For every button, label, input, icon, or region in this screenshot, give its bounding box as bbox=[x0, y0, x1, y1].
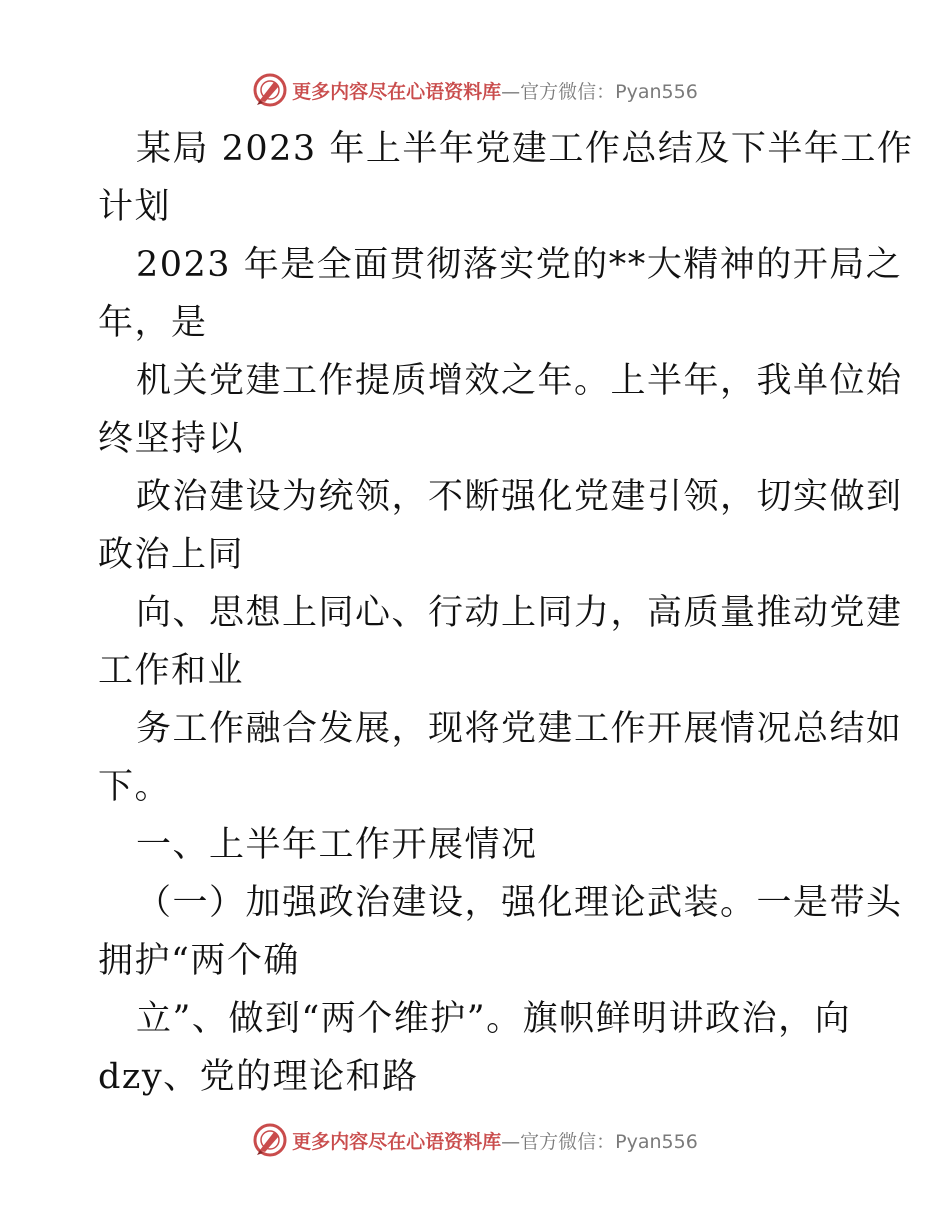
watermark-contact: 官方微信：Pyan556 bbox=[520, 1130, 698, 1153]
doc-line: 2023 年是全面贯彻落实党的**大精神的开局之 bbox=[136, 245, 903, 285]
watermark-dash: — bbox=[501, 1130, 521, 1153]
doc-line: 下。 bbox=[98, 767, 172, 807]
doc-line: 工作和业 bbox=[98, 651, 245, 691]
footer-watermark bbox=[0, 1120, 950, 1160]
doc-line: 立”、做到“两个维护”。旗帜鲜明讲政治，向 bbox=[136, 999, 852, 1039]
pen-logo-icon bbox=[252, 1122, 288, 1158]
doc-line: 机关党建工作提质增效之年。上半年，我单位始 bbox=[136, 361, 903, 401]
watermark-text bbox=[292, 77, 698, 104]
doc-line: 年，是 bbox=[98, 303, 208, 343]
watermark-text bbox=[292, 1127, 698, 1154]
doc-line: 拥护“两个确 bbox=[98, 941, 300, 981]
doc-line: （一）加强政治建设，强化理论武装。一是带头 bbox=[136, 883, 903, 923]
doc-line: 政治建设为统领，不断强化党建引领，切实做到 bbox=[136, 477, 903, 517]
doc-line: 计划 bbox=[98, 187, 172, 227]
pen-logo-icon bbox=[252, 72, 288, 108]
doc-line: 务工作融合发展，现将党建工作开展情况总结如 bbox=[136, 709, 903, 749]
document-body bbox=[98, 120, 914, 1106]
doc-line: 终坚持以 bbox=[98, 419, 245, 459]
header-watermark bbox=[0, 70, 950, 110]
watermark-lead: 更多内容尽在心语资料库 bbox=[292, 1130, 502, 1153]
section-heading: 一、上半年工作开展情况 bbox=[136, 825, 538, 865]
watermark-dash: — bbox=[501, 80, 521, 103]
watermark-contact: 官方微信：Pyan556 bbox=[520, 80, 698, 103]
doc-line: 政治上同 bbox=[98, 535, 245, 575]
doc-line: 向、思想上同心、行动上同力，高质量推动党建 bbox=[136, 593, 903, 633]
doc-line: dzy、党的理论和路 bbox=[98, 1057, 419, 1097]
watermark-lead: 更多内容尽在心语资料库 bbox=[292, 80, 502, 103]
doc-line: 某局 2023 年上半年党建工作总结及下半年工作 bbox=[136, 129, 914, 169]
